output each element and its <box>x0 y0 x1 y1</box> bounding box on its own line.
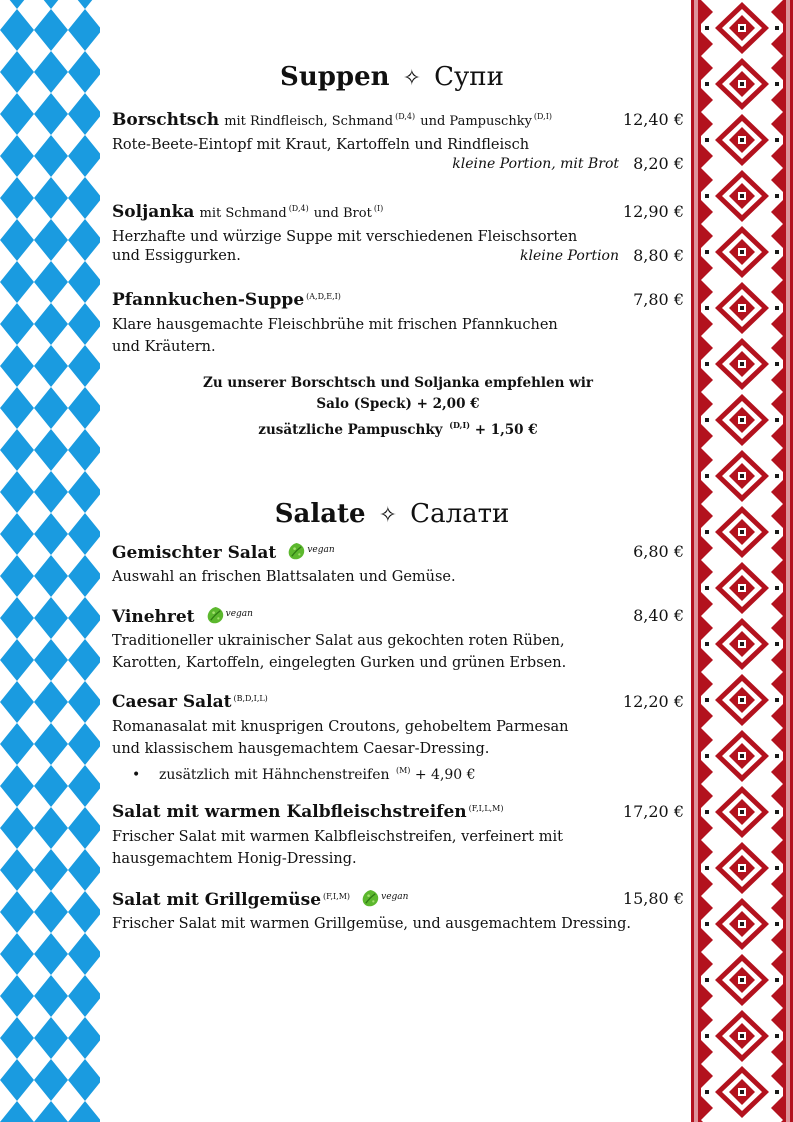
allergen-code: (A,D,E,I) <box>306 292 341 301</box>
item-description: Klare hausgemachte Fleischbrühe mit frischen Pfannkuchen und Kräutern. <box>112 317 558 355</box>
item-price: 15,80 € <box>622 889 684 908</box>
item-name: Pfannkuchen-Suppe <box>112 290 305 310</box>
embroidery-border <box>691 0 793 1122</box>
item-price: 8,40 € <box>633 606 684 625</box>
bullet-icon: • <box>132 767 141 783</box>
item-name: Borschtsch <box>112 110 220 130</box>
item-name: Gemischter Salat <box>112 543 277 563</box>
item-price: 17,20 € <box>622 802 684 821</box>
section-title-ukrainian: Салати <box>410 499 510 529</box>
item-description: Traditioneller ukrainischer Salat aus gekochten roten Rüben, Karotten, Kartoffeln, eingelegten Gurken und grünen Erbsen. <box>112 633 567 671</box>
menu-content <box>112 0 684 1122</box>
menu-item-borscht <box>112 110 684 180</box>
recommendation-text: zusätzliche Pampuschky <box>258 422 443 438</box>
vegan-label: vegan <box>225 609 253 619</box>
section-title-ukrainian: Супи <box>434 62 504 92</box>
menu-item-vinehret <box>112 606 684 674</box>
allergen-code: (D,4) <box>288 204 309 213</box>
item-description: Herzhafte und würzige Suppe mit verschiedenen Fleischsorten <box>112 229 578 245</box>
allergen-code: (F,I,M) <box>323 892 351 901</box>
salads-section-title <box>112 499 672 529</box>
item-name: Caesar Salat <box>112 692 232 712</box>
item-description-continued: und Essiggurken. <box>112 248 241 264</box>
salad-leaf-icon <box>287 542 306 561</box>
recommendation-block <box>112 373 684 441</box>
item-subtitle: mit Rindfleisch, Schmand <box>224 114 394 129</box>
item-price: 12,40 € <box>622 110 684 129</box>
menu-item-soljanka <box>112 202 684 272</box>
item-description: Frischer Salat mit warmen Kalbfleischstreifen, verfeinert mit hausgemachtem Honig-Dressing. <box>112 829 563 867</box>
item-description: Auswahl an frischen Blattsalaten und Gemüse. <box>112 569 456 585</box>
salad-leaf-icon <box>361 889 380 908</box>
section-title-german: Suppen <box>280 62 390 92</box>
item-description: Rote-Beete-Eintopf mit Kraut, Kartoffeln und Rindfleisch <box>112 137 530 153</box>
menu-item-caesar-salat <box>112 692 684 786</box>
star-separator-icon: ✧ <box>378 503 398 528</box>
allergen-code: (I) <box>373 204 384 213</box>
section-title-german: Salate <box>274 499 366 529</box>
extra-option-price: + 4,90 € <box>414 767 476 783</box>
item-name: Vinehret <box>112 607 195 627</box>
vegan-label: vegan <box>381 892 409 902</box>
portion-price: 8,20 € <box>633 154 684 173</box>
item-price: 12,20 € <box>622 692 684 711</box>
allergen-code: (B,D,I,L) <box>233 694 268 703</box>
allergen-code: (D,4) <box>395 112 416 121</box>
vegan-label: vegan <box>307 545 335 555</box>
extra-option-text: zusätzlich mit Hähnchenstreifen <box>159 767 390 783</box>
salad-leaf-icon <box>206 606 225 625</box>
item-subtitle: und Pampuschky <box>420 114 532 129</box>
item-price: 12,90 € <box>622 202 684 221</box>
soups-section-title <box>112 62 672 92</box>
item-description: Romanasalat mit knusprigen Croutons, gehobeltem Parmesan und klassischem hausgemachtem Caesar-Dressing. <box>112 719 569 757</box>
menu-item-kalbfleisch-salat <box>112 802 684 870</box>
item-subtitle: und Brot <box>313 206 372 221</box>
bavarian-diamond-pattern <box>0 0 100 1122</box>
menu-item-grillgemuese-salat <box>112 889 684 935</box>
allergen-code: (F,I,L,M) <box>468 804 504 813</box>
item-price: 7,80 € <box>633 290 684 309</box>
star-separator-icon: ✧ <box>402 66 422 91</box>
recommendation-line: Zu unserer Borschtsch und Soljanka empfehlen wir <box>203 375 593 391</box>
allergen-code: (M) <box>395 766 411 775</box>
recommendation-line: Salo (Speck) + 2,00 € <box>316 396 480 412</box>
item-name: Soljanka <box>112 202 195 222</box>
portion-label: kleine Portion, mit Brot <box>452 156 619 172</box>
item-description: Frischer Salat mit warmen Grillgemüse, und ausgemachtem Dressing. <box>112 916 632 932</box>
recommendation-price: + 1,50 € <box>474 422 538 438</box>
portion-label: kleine Portion <box>520 248 619 264</box>
item-name: Salat mit warmen Kalbfleischstreifen <box>112 802 467 822</box>
item-name: Salat mit Grillgemüse <box>112 890 322 910</box>
allergen-code: (D,I) <box>449 420 470 430</box>
menu-item-pfannkuchen-suppe <box>112 290 684 358</box>
menu-item-gemischter-salat <box>112 542 684 588</box>
recommendation-line <box>112 415 684 441</box>
allergen-code: (D,I) <box>533 112 552 121</box>
item-subtitle: mit Schmand <box>199 206 287 221</box>
extra-option <box>112 760 684 786</box>
portion-price: 8,80 € <box>633 246 684 265</box>
item-price: 6,80 € <box>633 542 684 561</box>
